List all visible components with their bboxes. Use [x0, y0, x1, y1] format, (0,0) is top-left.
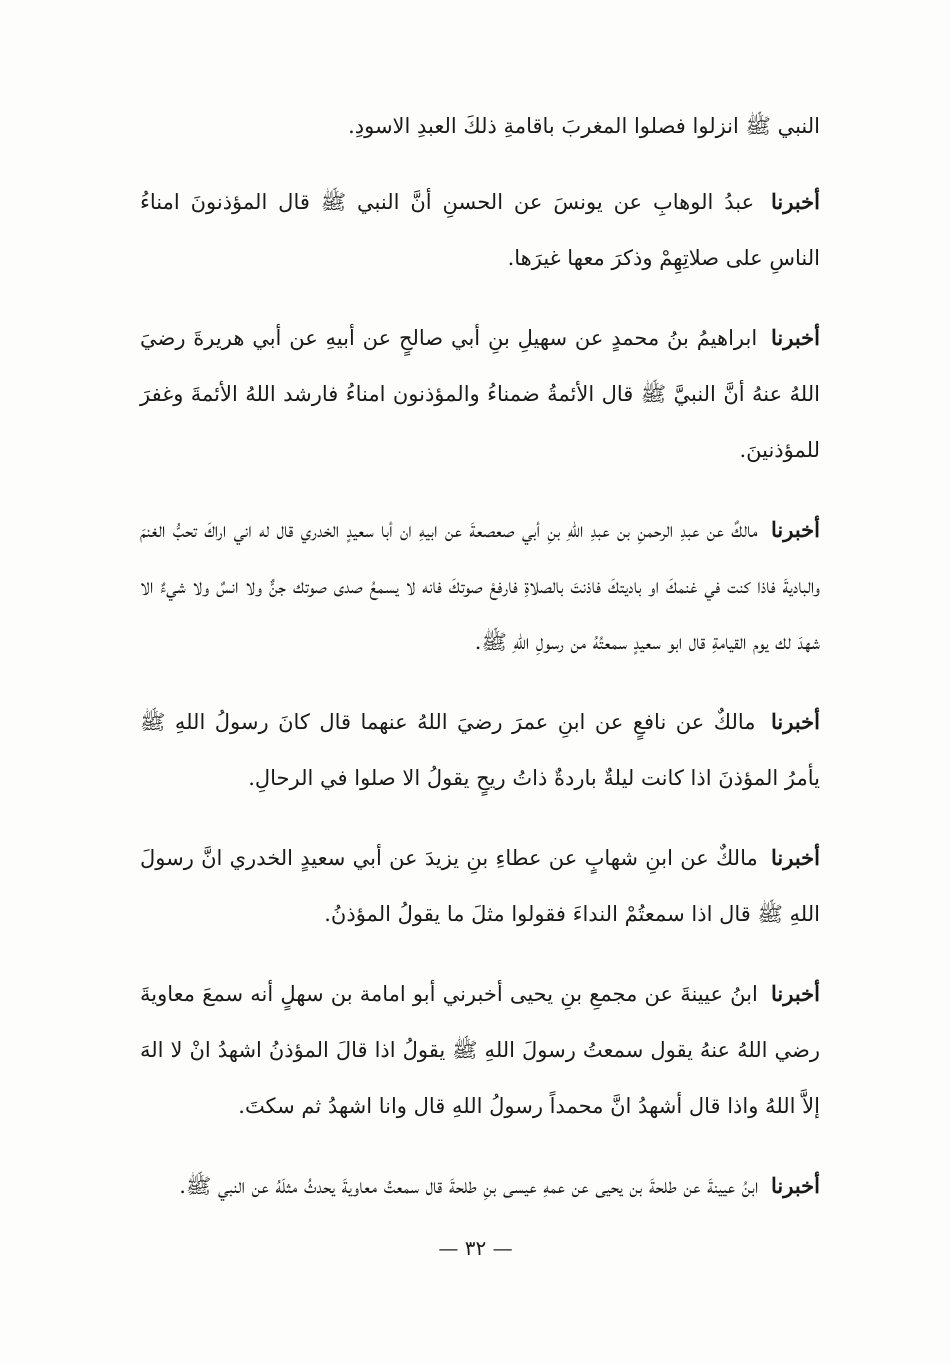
paragraph-text: ابنُ عيينةَ عن مجمعِ بنِ يحيى أخبرني أبو امامة بن سهلٍ أنه سمعَ معاويةَ رضي اللهُ عنهُ يقول سمعتُ رسولَ اللهِ ﷺ يقولُ اذا قالَ المؤذنُ اشهدُ انْ لا الهَ إلاَّ اللهُ واذا قال أشهدُ انَّ محمداً رسولُ اللهِ قال وانا اشهدُ ثم سكتَ. [140, 982, 820, 1118]
paragraph [140, 1158, 820, 1214]
paragraph-lead: أخبرنا [771, 325, 820, 350]
paragraph [140, 694, 820, 806]
paragraph [140, 98, 820, 154]
paragraph-text: مالكٌ عن عبدِ الرحمنِ بن عبدِ اللهِ بنِ أبي صعصعةَ عن ابيهِ ان أبا سعيدٍ الخدري قال له اني اراكَ تحبُّ الغنمَ والباديةَ فاذا كنت في غنمكَ او باديتكَ فاذنتَ بالصلاةِ فارفعْ صوتكَ فانه لا يسمعُ صدى صوتك جنٌّ ولا انسٌ ولا شيءٌ الا شهدَ لك يوم القيامةِ قال ابو سعيدٍ سمعتُهُ من رسولِ اللهِ ﷺ. [140, 518, 820, 654]
paragraph-lead: أخبرنا [771, 709, 820, 734]
paragraph [140, 310, 820, 478]
paragraph-text: ابنُ عيينةَ عن طلحةَ بن يحيى عن عمهِ عيسى بنِ طلحةَ قال سمعتُ معاويةَ يحدثُ مثلَهُ عن النبي ﷺ. [179, 1174, 759, 1198]
document-body [140, 98, 820, 1238]
page-number: — ٣٢ — [438, 1236, 513, 1260]
paragraph-lead: أخبرنا [771, 517, 820, 542]
paragraph-text: مالكٌ عن نافعٍ عن ابنِ عمرَ رضيَ اللهُ عنهما قال كانَ رسولُ اللهِ ﷺ يأمرُ المؤذنَ اذا كانت ليلةٌ باردةٌ ذاتُ ريحٍ يقولُ الا صلوا في الرحالِ. [140, 710, 820, 790]
paragraph [140, 174, 820, 286]
paragraph [140, 830, 820, 942]
paragraph-lead: أخبرنا [771, 981, 820, 1006]
paragraph-lead: أخبرنا [771, 1173, 820, 1198]
paragraph-text: النبي ﷺ انزلوا فصلوا المغربَ باقامةِ ذلكَ العبدِ الاسودِ. [348, 114, 820, 138]
paragraph [140, 966, 820, 1134]
paragraph-text: ابراهيمُ بنُ محمدٍ عن سهيلِ بنِ أبي صالحٍ عن أبيهِ عن أبي هريرةَ رضيَ اللهُ عنهُ أنَّ النبيَّ ﷺ قال الأئمةُ ضمناءُ والمؤذنون امناءُ فارشد اللهُ الأئمةَ وغفرَ للمؤذنينَ. [140, 326, 820, 462]
paragraph-lead: أخبرنا [771, 845, 820, 870]
paragraph-text: عبدُ الوهابِ عن يونسَ عن الحسنِ أنَّ النبي ﷺ قال المؤذنونَ امناءُ الناسِ على صلاتِهِمْ وذكرَ معها غيرَها. [140, 190, 820, 270]
paragraph-text: مالكٌ عن ابنِ شهابٍ عن عطاءِ بنِ يزيدَ عن أبي سعيدٍ الخدري انَّ رسولَ اللهِ ﷺ قال اذا سمعتُمْ النداءَ فقولوا مثلَ ما يقولُ المؤذنُ. [140, 846, 820, 926]
paragraph-lead: أخبرنا [771, 189, 820, 214]
paragraph [140, 502, 820, 670]
